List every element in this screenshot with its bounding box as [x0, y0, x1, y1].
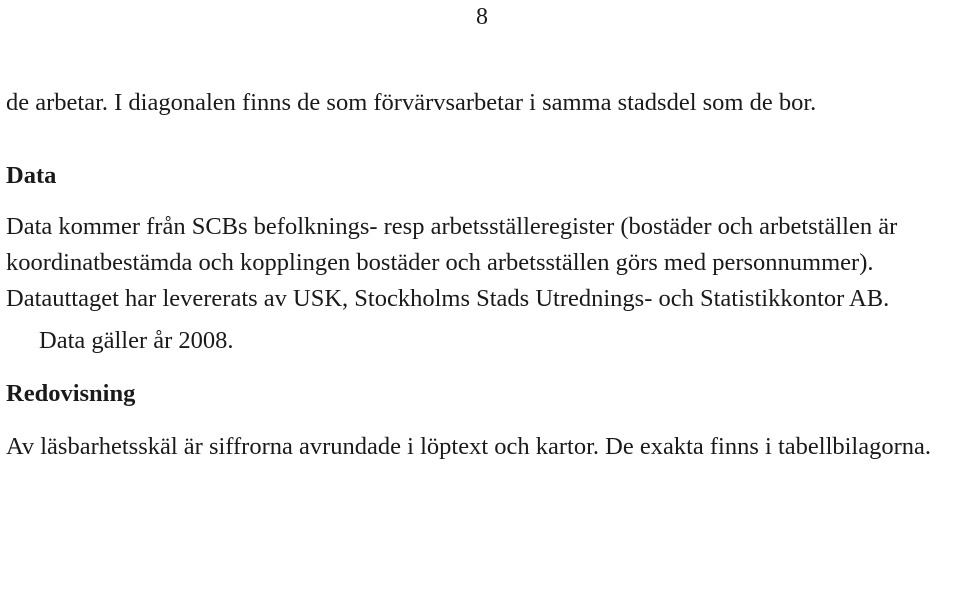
data-year-note: Data gäller år 2008. [39, 327, 234, 354]
section-heading-redovisning: Redovisning [6, 380, 136, 407]
redovisning-paragraph: Av läsbarhetsskäl är siffrorna avrundade i löptext och kartor. De exakta finns i tabellbilagorna. [6, 433, 932, 460]
intro-paragraph: de arbetar. I diagonalen finns de som förvärvsarbetar i samma stadsdel som de bor. [6, 89, 817, 116]
page-number: 8 [476, 4, 488, 30]
document-body [6, 85, 954, 465]
section-heading-data: Data [6, 162, 57, 189]
data-paragraph: Data kommer från SCBs befolknings- resp arbetsställeregister (bostäder och arbetställen är koordinatbestämda och kopplingen bostäder och arbetsställen görs med personnummer). Datauttaget har levererats av USK, Stockholms Stads Utrednings- och Statistikkontor AB. [6, 213, 898, 312]
